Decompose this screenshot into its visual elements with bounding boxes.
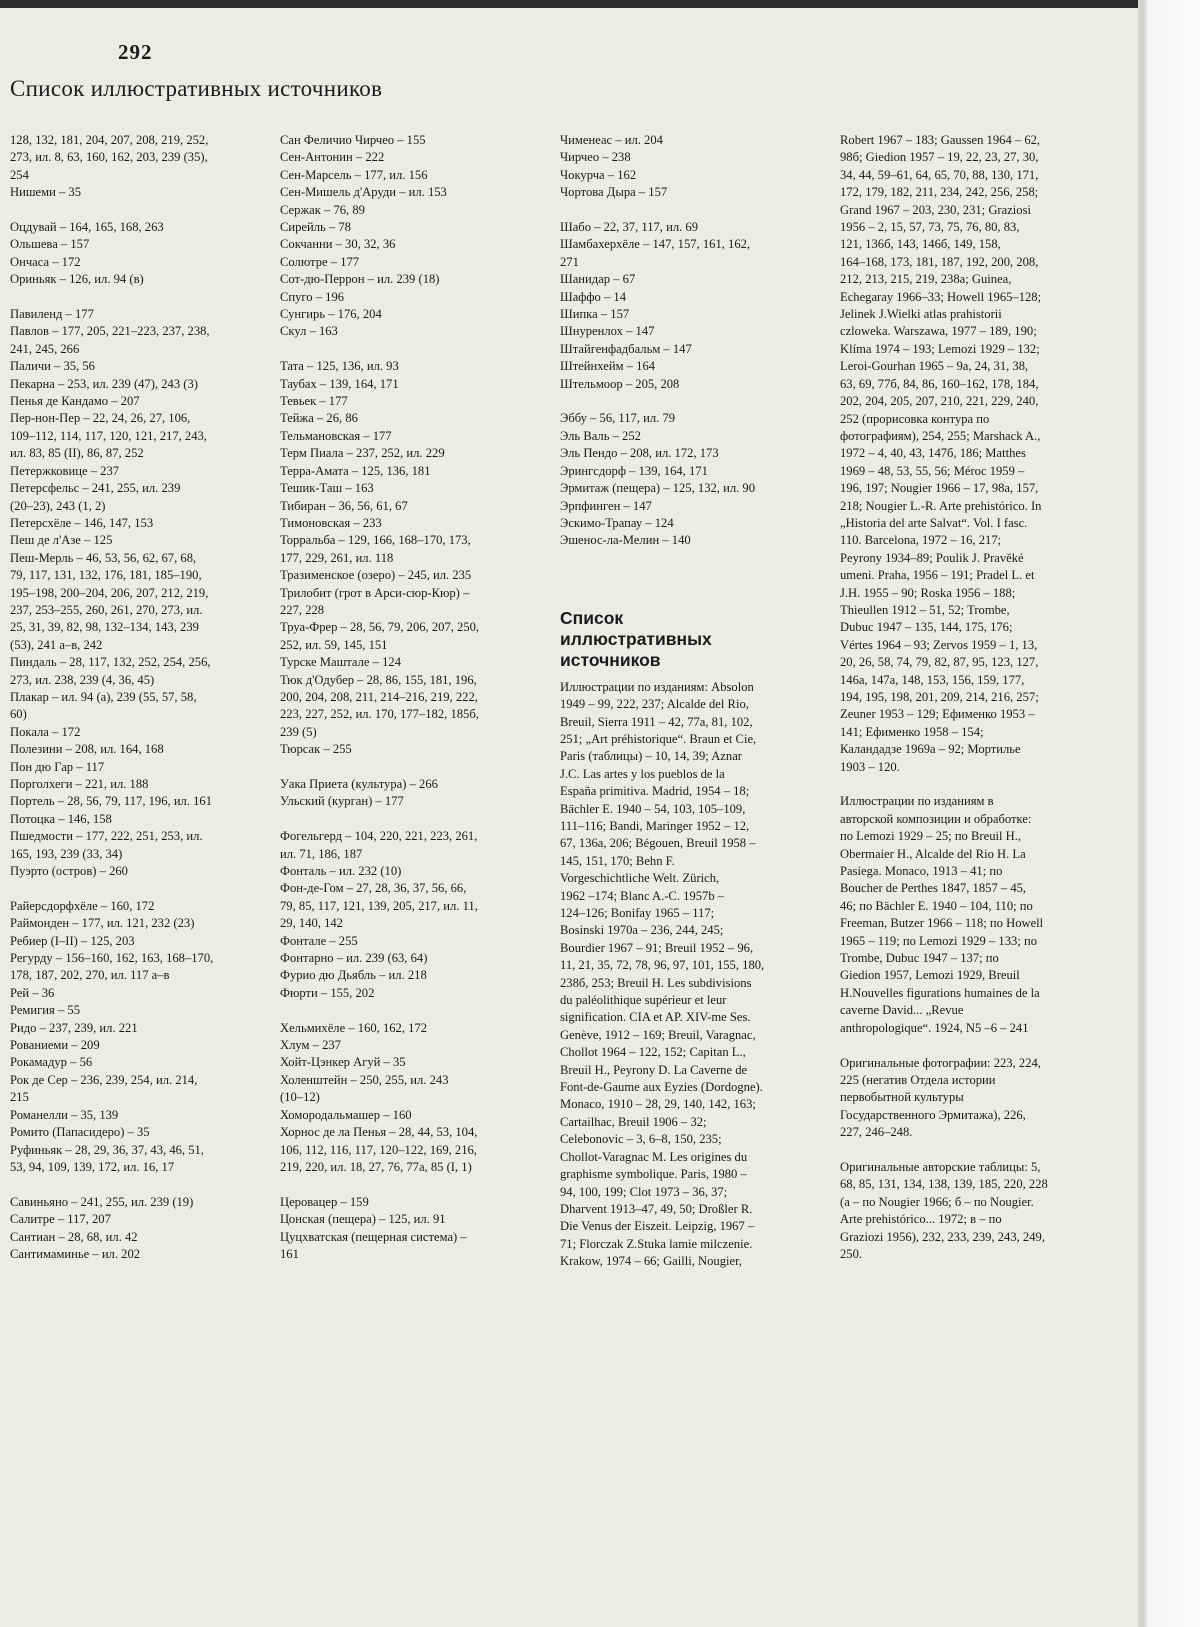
paragraph-line: 46; по Bächler E. 1940 – 104, 110; по [840, 898, 1033, 913]
index-gap [10, 202, 268, 219]
paragraph-line: 124–126; Bonifay 1965 – 117; [560, 906, 715, 920]
paragraph-line: H.Nouvelles figurations humaines de la [840, 985, 1040, 1000]
index-column-1 [10, 132, 268, 1263]
paragraph-line: (а – по Nougier 1966; б – по Nougier. [840, 1194, 1034, 1209]
paragraph-line: Chollot 1964 – 122, 152; Capitan L., [560, 1045, 746, 1060]
paragraph-line: signification. CIA et AP. XIV-me Ses. [560, 1010, 751, 1025]
index-entry-line: 178, 187, 202, 270, ил. 117 а–в [10, 968, 170, 983]
index-entry-line: 254 [10, 167, 29, 182]
index-gap [560, 393, 828, 410]
index-gap [280, 1176, 545, 1193]
index-entry-line: Сен-Мишель д'Аруди – ил. 153 [280, 185, 447, 200]
paragraph-line: 251; „Art préhistorique“. Braun et Cie, [560, 731, 757, 746]
paragraph-line: 1956 – 2, 15, 57, 73, 75, 76, 80, 83, [840, 220, 1020, 235]
paragraph-line: Krakow, 1974 – 66; Gailli, Nougier, [560, 1254, 742, 1269]
index-entry-line: Сирейль – 78 [280, 220, 351, 235]
index-entry-line: Ребиер (I–II) – 125, 203 [10, 933, 135, 948]
paragraph-line: авторской композиции и обработке: [840, 811, 1032, 826]
paragraph-line: Иллюстрации по изданиям в [840, 794, 994, 809]
index-entry-line: Шипка – 157 [560, 307, 630, 322]
paragraph-line: Giedion 1957, Lemozi 1929, Breuil [840, 968, 1020, 983]
index-entry-line: Сержак – 76, 89 [280, 202, 365, 217]
paragraph-line: Vorgeschichtliche Welt. Zürich, [560, 871, 720, 886]
index-list-3 [560, 132, 828, 550]
index-entry-line: Эль Пендо – 208, ил. 172, 173 [560, 446, 719, 461]
index-entry-line: Фон-де-Гом – 27, 28, 36, 37, 56, 66, [280, 881, 467, 896]
index-entry-line: Эрпфинген – 147 [560, 498, 652, 513]
paragraph-line: фотографиям), 254, 255; Marshack A., [840, 428, 1041, 443]
index-entry-line: Ридо – 237, 239, ил. 221 [10, 1020, 138, 1035]
index-entry-line: Оцдувай – 164, 165, 168, 263 [10, 220, 164, 235]
index-entry-line: Регурду – 156–160, 162, 163, 168–170, [10, 951, 214, 966]
index-gap [10, 880, 268, 897]
index-entry-line: 109–112, 114, 117, 120, 121, 217, 243, [10, 428, 207, 443]
index-entry-line: Нишеми – 35 [10, 185, 82, 200]
paragraph-line: Leroi-Gourhan 1965 – 9а, 24, 31, 38, [840, 359, 1029, 374]
index-entry-line: ил. 83, 85 (II), 86, 87, 252 [10, 446, 144, 461]
index-entry-line: Портель – 28, 56, 79, 117, 196, ил. 161 [10, 794, 213, 809]
index-entry-line: Сан Феличио Чирчео – 155 [280, 133, 426, 147]
index-entry-line: 273, ил. 238, 239 (4, 36, 45) [10, 672, 155, 687]
index-entry-line: Сокчанни – 30, 32, 36 [280, 237, 396, 252]
index-entry-line: Эрингсдорф – 139, 164, 171 [560, 463, 708, 478]
paragraph-line: 141; Ефименко 1958 – 154; [840, 724, 984, 739]
index-entry-line: (20–23), 243 (1, 2) [10, 498, 106, 513]
index-entry-line: Ончаса – 172 [10, 254, 81, 269]
sources-paragraph-col3 [560, 679, 828, 1271]
index-entry-line: (53), 241 а–в, 242 [10, 637, 103, 652]
index-entry-line: Пекарна – 253, ил. 239 (47), 243 (3) [10, 376, 198, 391]
index-entry-line: Церовацер – 159 [280, 1194, 369, 1209]
paragraph-line: 63, 69, 77б, 84, 86, 160–162, 178, 184, [840, 376, 1039, 391]
paragraph-line: J.C. Las artes y los pueblos de la [560, 766, 725, 781]
paragraph-line: Monaco, 1910 – 28, 29, 140, 142, 163; [560, 1097, 756, 1112]
index-entry-line: Таубах – 139, 164, 171 [280, 376, 399, 391]
paragraph-line: caverne David... „Revue [840, 1003, 964, 1018]
paragraph-line: первобытной культуры [840, 1090, 964, 1105]
index-entry-line: Тешик-Таш – 163 [280, 481, 374, 496]
index-entry-line: 53, 94, 109, 139, 172, ил. 16, 17 [10, 1159, 175, 1174]
paragraph-line: 1972 – 4, 40, 43, 147б, 186; Matthes [840, 446, 1026, 461]
index-entry-line: Шнуренлох – 147 [560, 324, 655, 339]
paragraph-line: Bourdier 1967 – 91; Breuil 1952 – 96, [560, 940, 754, 955]
paragraph-line: Graziozi 1956), 232, 233, 239, 243, 249, [840, 1229, 1045, 1244]
index-entry-line: Петерсхёле – 146, 147, 153 [10, 515, 154, 530]
paragraph-line: Font-de-Gaume aux Eyzies (Dordogne). [560, 1080, 763, 1095]
index-entry-line: Эрмитаж (пещера) – 125, 132, ил. 90 [560, 481, 756, 496]
index-entry-line: Павиленд – 177 [10, 307, 94, 322]
index-entry-line: Сантимаминье – ил. 202 [10, 1246, 141, 1261]
index-entry-line: Тюк д'Одубер – 28, 86, 155, 181, 196, [280, 672, 477, 687]
index-entry-line: Фурио дю Дьябль – ил. 218 [280, 968, 427, 983]
paragraph-line: 196, 197; Nougier 1966 – 17, 98а, 157, [840, 481, 1039, 496]
sources-paragraph-4 [840, 1159, 1102, 1263]
index-entry-line: Раймонден – 177, ил. 121, 232 (23) [10, 916, 195, 931]
index-entry-line: Тата – 125, 136, ил. 93 [280, 359, 399, 374]
index-gap [280, 1002, 545, 1019]
index-entry-line: Тюрсак – 255 [280, 742, 352, 757]
index-entry-line: Сантиан – 28, 68, ил. 42 [10, 1229, 138, 1244]
index-entry-line: Пенья де Кандамо – 207 [10, 394, 140, 409]
paragraph-line: 94, 100, 199; Clot 1973 – 36, 37; [560, 1184, 728, 1199]
index-gap [560, 202, 828, 219]
index-entry-line: Чименеас – ил. 204 [560, 133, 663, 147]
index-entry-line: Рокамадур – 56 [10, 1055, 93, 1070]
index-entry-line: 25, 31, 39, 82, 98, 132–134, 143, 239 [10, 620, 199, 635]
index-entry-line: Тразименское (озеро) – 245, ил. 235 [280, 568, 472, 583]
paragraph-line: 71; Florczak Z.Stuka lamie milczenie. [560, 1236, 753, 1251]
index-gap [280, 759, 545, 776]
index-entry-line: Петерсфельс – 241, 255, ил. 239 [10, 481, 181, 496]
paragraph-line: J.H. 1955 – 90; Roska 1956 – 188; [840, 585, 1016, 600]
sources-paragraph-1 [840, 132, 1102, 776]
paragraph-line: 212, 213, 215, 219, 238а; Guinea, [840, 272, 1012, 287]
index-entry-line: Сен-Марсель – 177, ил. 156 [280, 167, 428, 182]
index-entry-line: Райерсдорфхёле – 160, 172 [10, 898, 155, 913]
index-entry-line: Эшенос-ла-Мелин – 140 [560, 533, 691, 548]
paragraph-line: Trombe, Dubuc 1947 – 137; по [840, 951, 999, 966]
index-entry-line: Плакар – ил. 94 (а), 239 (55, 57, 58, [10, 689, 197, 704]
index-entry-line: 195–198, 200–204, 206, 207, 212, 219, [10, 585, 209, 600]
paragraph-line: Peyrony 1934–89; Poulik J. Pravěké [840, 550, 1024, 565]
paragraph-line: 194, 195, 198, 201, 209, 214, 216, 257; [840, 690, 1039, 704]
index-entry-line: Павлов – 177, 205, 221–223, 237, 238, [10, 324, 210, 339]
index-entry-line: Скул – 163 [280, 324, 338, 339]
paragraph-line: 225 (негатив Отдела истории [840, 1072, 996, 1087]
paragraph-line: 111–116; Bandi, Maringer 1952 – 12, [560, 818, 750, 833]
paragraph-line: Bosinski 1970a – 236, 244, 245; [560, 923, 724, 938]
index-entry-line: Романелли – 35, 139 [10, 1107, 119, 1122]
index-entry-line: Тибиран – 36, 56, 61, 67 [280, 498, 408, 513]
index-entry-line: Цуцхватская (пещерная система) – [280, 1229, 467, 1244]
paragraph-line: 250. [840, 1246, 863, 1261]
paragraph-line: 1962 –174; Blanc A.-C. 1957b – [560, 888, 725, 903]
paragraph-line: 1969 – 48, 53, 55, 56; Méroc 1959 – [840, 463, 1025, 478]
paragraph-line: Genève, 1912 – 169; Breuil, Varagnac, [560, 1027, 756, 1042]
index-entry-line: Фонталь – ил. 232 (10) [280, 864, 402, 879]
index-entry-line: 128, 132, 181, 204, 207, 208, 219, 252, [10, 133, 209, 147]
index-entry-line: 273, ил. 8, 63, 160, 162, 203, 239 (35), [10, 150, 208, 165]
index-entry-line: 177, 229, 261, ил. 118 [280, 550, 394, 565]
paragraph-line: Zeuner 1953 – 129; Ефименко 1953 – [840, 707, 1035, 722]
paragraph-line: 145, 151, 170; Behn F. [560, 853, 675, 868]
paragraph-line: 121, 136б, 143, 146б, 149, 158, [840, 237, 1001, 252]
index-entry-line: Шанидар – 67 [560, 272, 636, 287]
index-entry-line: Сот-дю-Перрон – ил. 239 (18) [280, 272, 440, 287]
index-entry-line: Порголхеги – 221, ил. 188 [10, 777, 149, 791]
paragraph-line: 11, 21, 35, 72, 78, 96, 97, 101, 155, 180, [560, 958, 765, 973]
paragraph-line: Cartailhac, Breuil 1906 – 32; [560, 1114, 707, 1129]
page-number: 292 [118, 40, 153, 64]
index-entry-line: Хойт-Цэнкер Агуй – 35 [280, 1055, 406, 1070]
index-gap [280, 341, 545, 358]
paragraph-line: anthropologique“. 1924, N5 –6 – 241 [840, 1020, 1029, 1035]
index-gap [10, 289, 268, 306]
paragraph-line: 20, 26, 58, 74, 79, 82, 87, 95, 123, 127, [840, 655, 1039, 670]
index-entry-line: Пон дю Гар – 117 [10, 759, 105, 774]
index-entry-line: Пеш де л'Азе – 125 [10, 533, 113, 548]
index-entry-line: 241, 245, 266 [10, 341, 80, 356]
index-entry-line: Полезини – 208, ил. 164, 168 [10, 742, 164, 757]
paragraph-line: 238б, 253; Breuil H. Les subdivisions [560, 975, 752, 990]
index-entry-line: Ориньяк – 126, ил. 94 (в) [10, 272, 144, 287]
paragraph-line: Vértes 1964 – 93; Zervos 1959 – 1, 13, [840, 637, 1038, 652]
section-heading-line: Список [560, 607, 624, 628]
index-entry-line: Рей – 36 [10, 985, 55, 1000]
paragraph-line: Klíma 1974 – 193; Lemozi 1929 – 132; [840, 341, 1040, 356]
index-entry-line: Фогельгерд – 104, 220, 221, 223, 261, [280, 829, 478, 844]
index-entry-line: Чортова Дыра – 157 [560, 185, 668, 200]
index-entry-line: Солютре – 177 [280, 254, 360, 269]
index-entry-line: 29, 140, 142 [280, 916, 343, 931]
index-entry-line: 223, 227, 252, ил. 170, 177–182, 185б, [280, 707, 479, 722]
index-entry-line: Ульский (курган) – 177 [280, 794, 404, 809]
index-entry-line: Савиньяно – 241, 255, ил. 239 (19) [10, 1194, 194, 1209]
index-entry-line: Хлум – 237 [280, 1038, 341, 1053]
index-entry-line: Штейнхейм – 164 [560, 359, 656, 374]
index-column-3 [560, 132, 828, 1271]
index-entry-line: Пер-нон-Пер – 22, 24, 26, 27, 106, [10, 411, 191, 426]
index-entry-line: Сунгирь – 176, 204 [280, 307, 382, 322]
paragraph-line: Grand 1967 – 203, 230, 231; Graziosi [840, 202, 1031, 217]
paragraph-line: Breuil, Sierra 1911 – 42, 77а, 81, 102, [560, 714, 753, 729]
paragraph-line: czloweka. Warszawa, 1977 – 189, 190; [840, 324, 1037, 339]
paragraph-line: Thieullen 1912 – 51, 52; Trombe, [840, 602, 1010, 617]
paragraph-line: Государственного Эрмитажа), 226, [840, 1107, 1026, 1122]
paragraph-line: Dharvent 1913–47, 49, 50; Droßler R. [560, 1201, 753, 1216]
scan-top-edge [0, 0, 1200, 8]
paragraph-line: Echegaray 1966–33; Howell 1965–128; [840, 289, 1042, 304]
index-entry-line: Холенштейн – 250, 255, ил. 243 [280, 1072, 449, 1087]
index-entry-line: Тельмановская – 177 [280, 428, 392, 443]
index-entry-line: Фонтарно – ил. 239 (63, 64) [280, 951, 428, 966]
index-entry-line: Хомородальмашер – 160 [280, 1107, 412, 1122]
paragraph-line: Каландадзе 1969а – 92; Мортилье [840, 742, 1021, 757]
index-column-2 [280, 132, 545, 1263]
index-entry-line: Ольшева – 157 [10, 237, 90, 252]
index-gap [280, 811, 545, 828]
paragraph-line: Pasiega. Monaco, 1913 – 41; по [840, 864, 1003, 879]
paragraph-line: Robert 1967 – 183; Gaussen 1964 – 62, [840, 133, 1041, 147]
index-entry-line: Фонтале – 255 [280, 933, 358, 948]
index-entry-line: Эскимо-Трапау – 124 [560, 515, 674, 530]
paragraph-line: 202, 204, 205, 207, 210, 221, 229, 240, [840, 394, 1039, 409]
sources-paragraph-3 [840, 1055, 1102, 1142]
paragraph-line: Obermaier H., Alcalde del Rio H. La [840, 846, 1026, 861]
index-entry-line: 215 [10, 1090, 29, 1105]
paragraph-line: du paléolithique supérieur et leur [560, 993, 727, 1008]
paragraph-line: Иллюстрации по изданиям: Absolon [560, 679, 754, 694]
index-entry-line: Тимоновская – 233 [280, 515, 382, 530]
paragraph-line: 110. Barcelona, 1972 – 16, 217; [840, 533, 1002, 548]
paragraph-line: Arte prehistórico... 1972; в – по [840, 1212, 1002, 1227]
index-entry-line: Ремигия – 55 [10, 1003, 81, 1018]
index-entry-line: Руфиньяк – 28, 29, 36, 37, 43, 46, 51, [10, 1142, 204, 1157]
index-gap [10, 1176, 268, 1193]
paragraph-line: 227, 246–248. [840, 1125, 913, 1140]
index-entry-line: Чирчео – 238 [560, 150, 631, 165]
paragraph-line: Boucher de Perthes 1847, 1857 – 45, [840, 881, 1027, 896]
index-entry-line: Спуго – 196 [280, 289, 345, 304]
index-entry-line: Чокурча – 162 [560, 167, 637, 182]
paragraph-line: Freeman, Butzer 1966 – 118; по Howell [840, 916, 1044, 931]
paragraph-line: 1949 – 99, 222, 237; Alcalde del Rio, [560, 697, 749, 712]
index-entry-line: Сен-Антонин – 222 [280, 150, 385, 165]
index-entry-line: Пиндаль – 28, 117, 132, 252, 254, 256, [10, 655, 211, 670]
index-entry-line: 252, ил. 59, 145, 151 [280, 637, 388, 652]
paragraph-line: Chollot-Varagnac M. Les origines du [560, 1149, 748, 1164]
index-entry-line: 219, 220, ил. 18, 27, 76, 77а, 85 (I, 1) [280, 1159, 472, 1174]
index-entry-line: Шабо – 22, 37, 117, ил. 69 [560, 220, 699, 235]
index-entry-line: ил. 71, 186, 187 [280, 846, 363, 861]
index-entry-line: Потоцка – 146, 158 [10, 811, 112, 826]
paragraph-line: Bächler E. 1940 – 54, 103, 105–109, [560, 801, 746, 816]
index-entry-line: Паличи – 35, 56 [10, 359, 95, 374]
paragraph-line: 68, 85, 131, 134, 138, 139, 185, 220, 228 [840, 1177, 1048, 1192]
paragraph-line: Оригинальные авторские таблицы: 5, [840, 1159, 1041, 1174]
index-entry-line: Рок де Сер – 236, 239, 254, ил. 214, [10, 1072, 198, 1087]
index-entry-line: Пшедмости – 177, 222, 251, 253, ил. [10, 829, 203, 844]
index-entry-line: Терм Пиала – 237, 252, ил. 229 [280, 446, 445, 461]
paragraph-line: Breuil H., Peyrony D. La Caverne de [560, 1062, 748, 1077]
paragraph-line: 1965 – 119; по Lemozi 1929 – 133; по [840, 933, 1038, 948]
index-entry-line: Цонская (пещера) – 125, ил. 91 [280, 1212, 446, 1227]
paragraph-line: 164–168, 173, 181, 187, 192, 200, 208, [840, 254, 1039, 269]
index-entry-line: Трилобит (грот в Арси-сюр-Кюр) – [280, 585, 470, 600]
index-entry-line: Труа-Фрер – 28, 56, 79, 206, 207, 250, [280, 620, 480, 635]
index-entry-line: Штайгенфадбальм – 147 [560, 341, 692, 356]
paragraph-line: Jelinek J.Wielki atlas prahistorii [840, 307, 1002, 322]
paragraph-line: Оригинальные фотографии: 223, 224, [840, 1055, 1041, 1070]
index-entry-line: 271 [560, 254, 579, 269]
paragraph-line: 1903 – 120. [840, 759, 900, 774]
sources-column-4 [840, 132, 1102, 1263]
index-entry-line: Пеш-Мерль – 46, 53, 56, 62, 67, 68, [10, 550, 197, 565]
index-entry-line: 237, 253–255, 260, 261, 270, 273, ил. [10, 602, 203, 617]
paragraph-line: graphisme symbolique. Paris, 1980 – [560, 1167, 747, 1182]
paragraph-line: Die Venus der Eiszeit. Leipzig, 1967 – [560, 1219, 755, 1234]
index-entry-line: 200, 204, 208, 211, 214–216, 219, 222, [280, 689, 478, 704]
index-entry-line: Терра-Амата – 125, 136, 181 [280, 463, 431, 478]
paragraph-line: 98б; Giedion 1957 – 19, 22, 23, 27, 30, [840, 150, 1039, 165]
index-entry-line: Уака Приета (культура) – 266 [280, 777, 438, 791]
page-title: Список иллюстративных источников [10, 76, 383, 101]
index-entry-line: Пуэрто (остров) – 260 [10, 864, 128, 879]
index-entry-line: Петержковице – 237 [10, 463, 120, 478]
index-entry-line: Хельмихёле – 160, 162, 172 [280, 1020, 428, 1035]
index-entry-line: Эббу – 56, 117, ил. 79 [560, 411, 676, 426]
index-entry-line: 79, 117, 131, 132, 176, 181, 185–190, [10, 568, 202, 583]
index-entry-line: Хорнос де ла Пенья – 28, 44, 53, 104, [280, 1125, 478, 1140]
paragraph-line: 252 (прорисовка контура по [840, 411, 990, 426]
paragraph-line: 34, 44, 59–61, 64, 65, 70, 88, 130, 171, [840, 167, 1039, 182]
index-entry-line: 79, 85, 117, 121, 139, 205, 217, ил. 11, [280, 898, 478, 913]
index-entry-line: (10–12) [280, 1090, 320, 1105]
index-entry-line: 239 (5) [280, 724, 317, 739]
paragraph-line: España primitiva. Madrid, 1954 – 18; [560, 784, 750, 799]
index-entry-line: Турске Маштале – 124 [280, 655, 401, 670]
paragraph-line: 218; Nougier L.-R. Arte prehistórico. In [840, 498, 1042, 513]
paragraph-line: 146а, 147а, 148, 153, 156, 159, 177, [840, 672, 1025, 687]
scan-right-edge [1138, 0, 1200, 1627]
paragraph-line: по Lemozi 1929 – 25; по Breuil H., [840, 829, 1022, 844]
index-entry-line: Тейжа – 26, 86 [280, 411, 358, 426]
index-entry-line: Шамбахерхёле – 147, 157, 161, 162, [560, 237, 751, 252]
paragraph-line: 172, 179, 182, 211, 234, 242, 256, 258; [840, 185, 1039, 200]
section-heading-line: источников [560, 649, 661, 670]
index-entry-line: Эль Валь – 252 [560, 428, 641, 443]
index-entry-line: Фюрти – 155, 202 [280, 985, 375, 1000]
index-entry-line: Штельмоор – 205, 208 [560, 376, 680, 391]
section-heading [560, 608, 828, 671]
index-entry-line: Тевьек – 177 [280, 394, 348, 409]
paragraph-line: Dubuc 1947 – 135, 144, 175, 176; [840, 620, 1013, 635]
index-entry-line: Ромито (Папасидеро) – 35 [10, 1125, 150, 1140]
paragraph-line: „Historia del arte Salvat“. Vol. I fasc. [840, 515, 1028, 530]
index-entry-line: 165, 193, 239 (33, 34) [10, 846, 123, 861]
index-entry-line: 161 [280, 1246, 299, 1261]
index-entry-line: Шаффо – 14 [560, 289, 627, 304]
paragraph-line: Celebonovic – 3, 6–8, 150, 235; [560, 1132, 722, 1147]
index-entry-line: 60) [10, 707, 27, 722]
paragraph-line: Paris (таблицы) – 10, 14, 39; Aznar [560, 749, 742, 764]
paragraph-line: 67, 136а, 206; Bégouen, Breuil 1958 – [560, 836, 756, 851]
index-entry-line: Салитре – 117, 207 [10, 1212, 111, 1227]
index-entry-line: Рованиеми – 209 [10, 1038, 100, 1053]
paragraph-line: umeni. Praha, 1956 – 191; Pradel L. et [840, 568, 1035, 583]
index-entry-line: Покала – 172 [10, 724, 81, 739]
index-entry-line: 106, 112, 116, 117, 120–122, 169, 216, [280, 1142, 477, 1157]
sources-paragraph-2 [840, 793, 1102, 1037]
index-entry-line: 227, 228 [280, 602, 325, 617]
index-entry-line: Торральба – 129, 166, 168–170, 173, [280, 533, 471, 548]
section-heading-line: иллюстративных [560, 628, 712, 649]
